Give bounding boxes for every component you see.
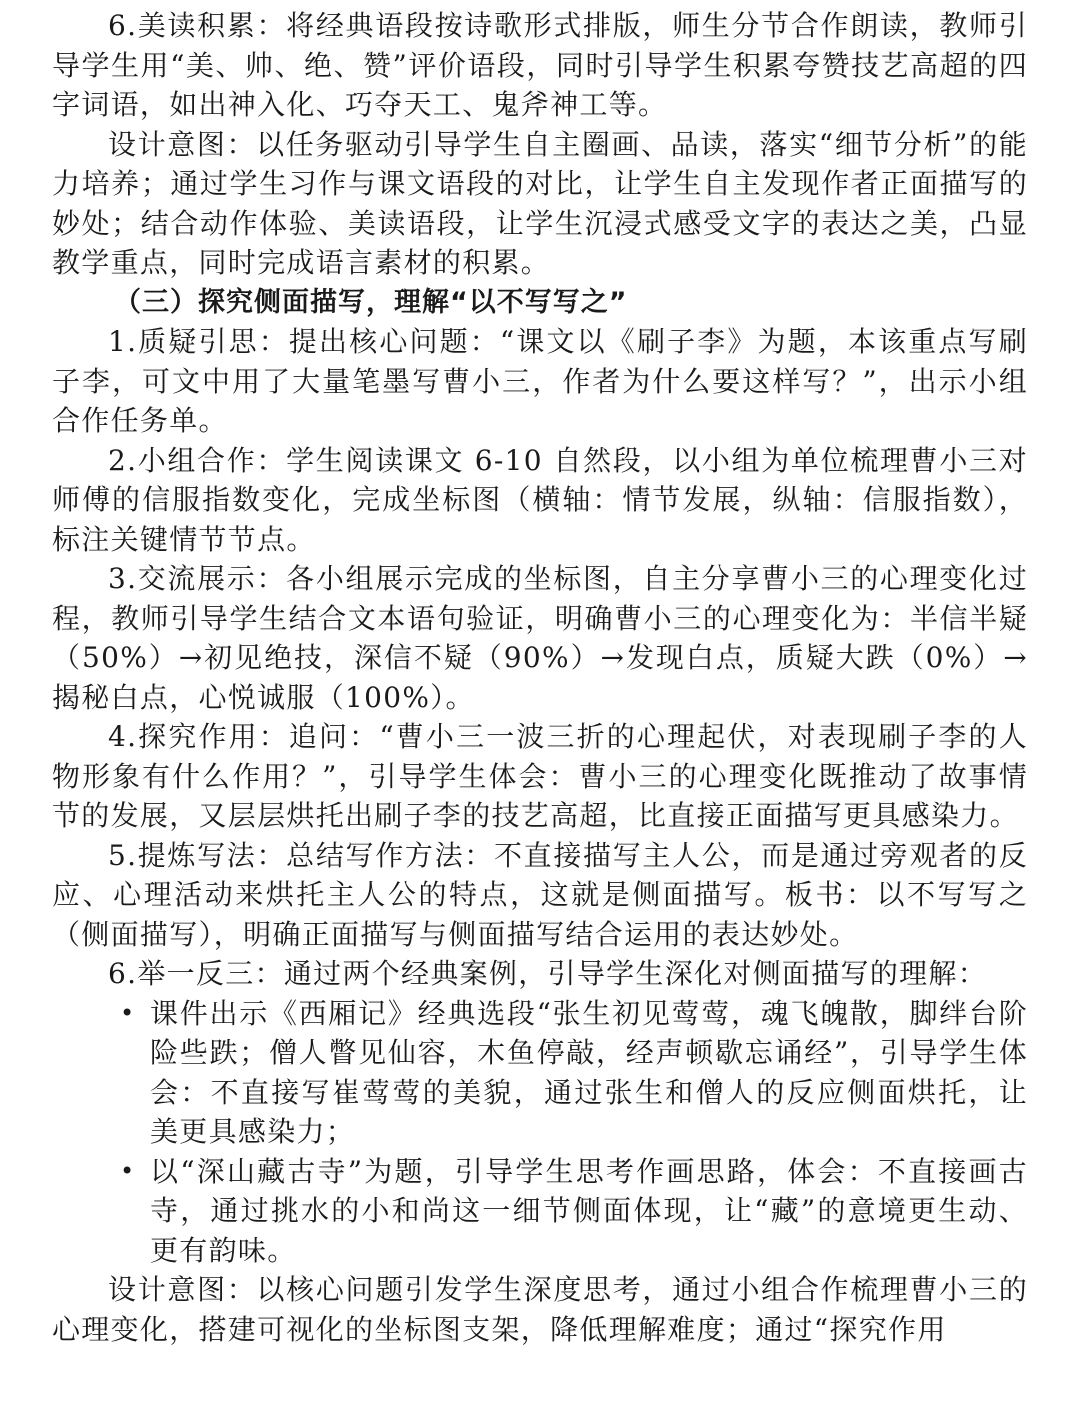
paragraph-meidu: 6.美读积累：将经典语段按诗歌形式排版，师生分节合作朗读，教师引导学生用“美、帅、绝、赞”评价语段，同时引导学生积累夸赞技艺高超的四字词语，如出神入化、巧夺天工、鬼斧神工等。: [52, 9, 1028, 121]
paragraph-step-5: 5.提炼写法：总结写作方法：不直接描写主人公，而是通过旁观者的反应、心理活动来烘托主人公的特点，这就是侧面描写。板书：以不写写之（侧面描写），明确正面描写与侧面描写结合运用的表达妙处。: [52, 838, 1028, 951]
list-item-text: 以“深山藏古寺”为题，引导学生思考作画思路，体会：不直接画古寺，通过挑水的小和尚这一细节侧面体现，让“藏”的意境更生动、更有韵味。: [150, 1154, 1028, 1267]
bullet-dot-icon: •: [120, 1156, 136, 1185]
bullet-dot-icon: •: [120, 998, 136, 1027]
list-item: [52, 994, 1028, 1152]
paragraph-step-3: 3.交流展示：各小组展示完成的坐标图，自主分享曹小三的心理变化过程，教师引导学生结合文本语句验证，明确曹小三的心理变化为：半信半疑（50%）→初见绝技，深信不疑（90%）→发现白点，质疑大跌（0%）→揭秘白点，心悦诚服（100%）。: [52, 562, 1028, 714]
paragraph-step-2: 2.小组合作：学生阅读课文 6-10 自然段，以小组为单位梳理曹小三对师傅的信服指数变化，完成坐标图（横轴：情节发展，纵轴：信服指数），标注关键情节节点。: [52, 443, 1028, 556]
section-heading: （三）探究侧面描写，理解“以不写写之”: [114, 286, 628, 318]
list-item-text: 课件出示《西厢记》经典选段“张生初见莺莺，魂飞魄散，脚绊台阶险些跌；僧人瞥见仙容，木鱼停敲，经声顿歇忘诵经”，引导学生体会：不直接写崔莺莺的美貌，通过张生和僧人的反应侧面烘托，让美更具感染力；: [150, 996, 1028, 1148]
example-list: [52, 994, 1028, 1271]
paragraph-step-4: 4.探究作用：追问：“曹小三一波三折的心理起伏，对表现刷子李的人物形象有什么作用？”，引导学生体会：曹小三的心理变化既推动了故事情节的发展，又层层烘托出刷子李的技艺高超，比直接正面描写更具感染力。: [52, 720, 1028, 832]
paragraph-step-6: 6.举一反三：通过两个经典案例，引导学生深化对侧面描写的理解：: [108, 957, 988, 990]
paragraph-design-intent-2: 设计意图：以核心问题引发学生深度思考，通过小组合作梳理曹小三的心理变化，搭建可视化的坐标图支架，降低理解难度；通过“探究作用: [52, 1273, 1028, 1346]
paragraph-design-intent-1: 设计意图：以任务驱动引导学生自主圈画、品读，落实“细节分析”的能力培养；通过学生习作与课文语段的对比，让学生自主发现作者正面描写的妙处；结合动作体验、美读语段，让学生沉浸式感受文字的表达之美，凸显教学重点，同时完成语言素材的积累。: [52, 127, 1028, 279]
list-item: [52, 1152, 1028, 1271]
document-page: [52, 6, 1028, 1349]
paragraph-step-1: 1.质疑引思：提出核心问题：“课文以《刷子李》为题，本该重点写刷子李，可文中用了大量笔墨写曹小三，作者为什么要这样写？”，出示小组合作任务单。: [52, 325, 1028, 437]
